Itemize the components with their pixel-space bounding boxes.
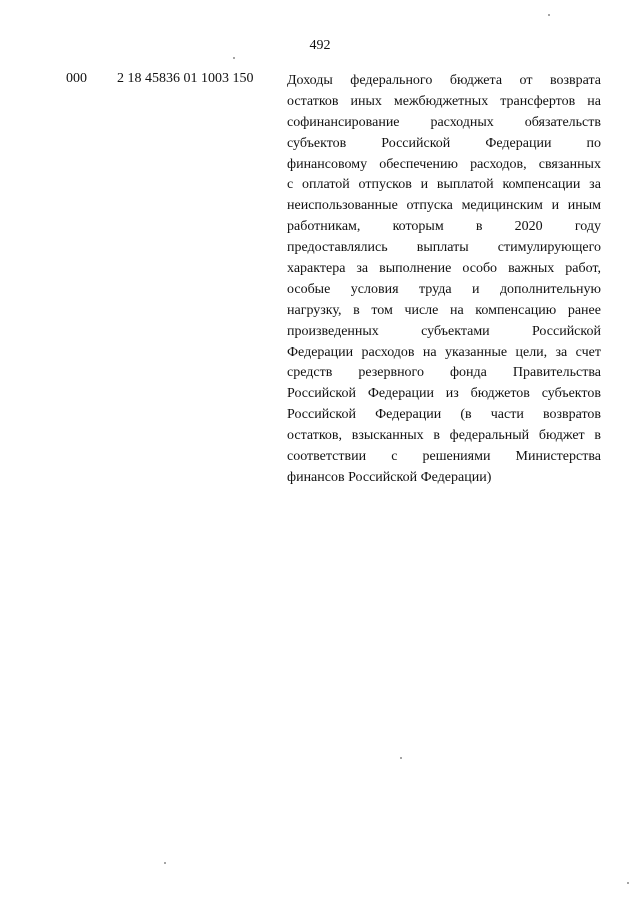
description-line: произведенных субъектами Российской	[287, 323, 601, 339]
description-line: нагрузку, в том числе на компенсацию ранее	[287, 302, 601, 318]
page-number: 492	[309, 38, 331, 53]
description-line: Доходы федерального бюджета от возврата	[287, 73, 601, 88]
description-line: с оплатой отпусков и выплатой компенсации за	[287, 177, 601, 193]
description-line: Российской Федерации (в части возвратов	[287, 407, 601, 423]
description-line: характера за выполнение особо важных работ,	[287, 261, 601, 277]
description-line: финансовому обеспечению расходов, связанных	[287, 156, 601, 172]
description-line: работникам, которым в 2020 году	[287, 219, 601, 235]
description-line: соответствии с решениями Министерства	[287, 449, 601, 465]
revenue-description	[287, 71, 601, 489]
description-line: Федерации расходов на указанные цели, за счет	[287, 344, 601, 360]
description-line: субъектов Российской Федерации по	[287, 135, 601, 151]
administrator-code: 000	[66, 71, 87, 86]
scan-speck	[233, 57, 235, 59]
description-line: неиспользованные отпуска медицинским и иным	[287, 198, 601, 214]
description-line: остатков, взысканных в федеральный бюджет в	[287, 428, 601, 444]
scan-speck	[548, 14, 550, 16]
description-line: софинансирование расходных обязательств	[287, 114, 601, 130]
description-line: средств резервного фонда Правительства	[287, 365, 601, 381]
description-line: финансов Российской Федерации)	[287, 469, 492, 485]
budget-classification-code: 2 18 45836 01 1003 150	[117, 71, 254, 86]
description-line: предоставлялись выплаты стимулирующего	[287, 240, 601, 256]
scan-speck	[164, 862, 166, 864]
scan-speck	[400, 757, 402, 759]
description-line: остатков иных межбюджетных трансфертов на	[287, 93, 601, 109]
description-line: особые условия труда и дополнительную	[287, 281, 601, 297]
description-line: Российской Федерации из бюджетов субъектов	[287, 386, 601, 402]
scan-speck	[627, 882, 629, 884]
